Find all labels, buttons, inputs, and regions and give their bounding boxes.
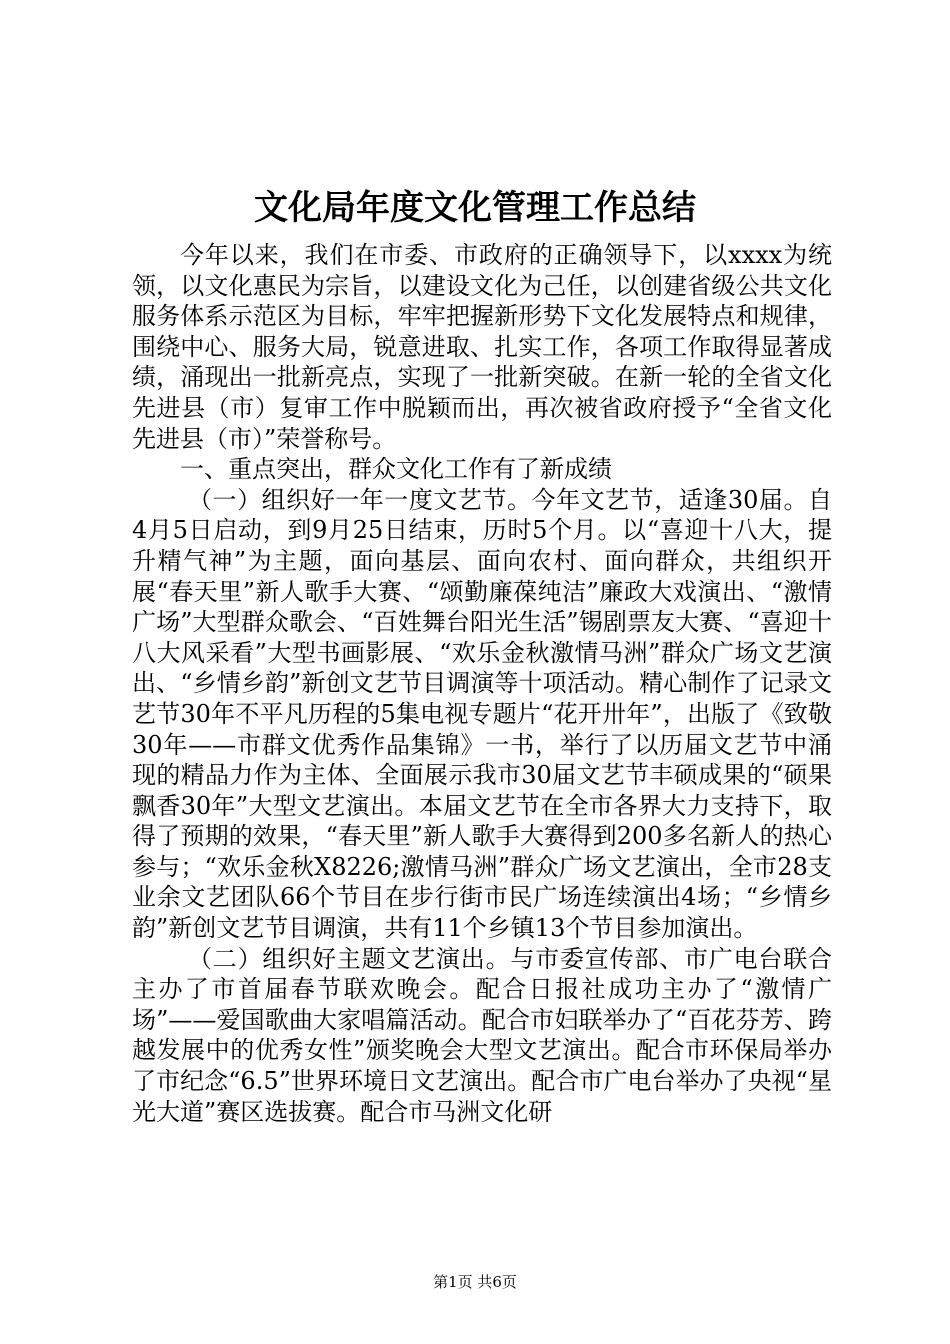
page-footer: 第1页 共6页 — [433, 1273, 517, 1291]
intro-paragraph: 今年以来，我们在市委、市政府的正确领导下，以xxxx为统领，以文化惠民为宗旨，以建设文化为己任，以创建省级公共文化服务体系示范区为目标，牢牢把握新形势下文化发展特点和规律，围绕中心、服务大局，锐意进取、扎实工作，各项工作取得显著成绩，涌现出一批新亮点，实现了一批新突破。在新一轮的全省文化先进县（市）复审工作中脱颖而出，再次被省政府授予“全省文化先进县（市）”荣誉称号。 — [132, 241, 832, 453]
document-body — [132, 240, 832, 1127]
section-heading-1: 一、重点突出，群众文化工作有了新成绩 — [180, 455, 612, 484]
subsection-paragraph-1: （一）组织好一年一度文艺节。今年文艺节，适逢30届。自4月5日启动，到9月25日结束，历时5个月。以“喜迎十八大，提升精气神”为主题，面向基层、面向农村、面向群众，共组织开展“春天里”新人歌手大赛、“颂勤廉葆纯洁”廉政大戏演出、“激情广场”大型群众歌会、“百姓舞台阳光生活”锡剧票友大赛、“喜迎十八大风采看”大型书画影展、“欢乐金秋激情马洲”群众广场文艺演出、“乡情乡韵”新创文艺节目调演等十项活动。精心制作了记录文艺节30年不平凡历程的5集电视专题片“花开卅年”，出版了《致敬30年——市群文优秀作品集锦》一书，举行了以历届文艺节中涌现的精品力作为主体、全面展示我市30届文艺节丰硕成果的“硕果飘香30年”大型文艺演出。本届文艺节在全市各界大力支持下，取得了预期的效果，“春天里”新人歌手大赛得到200多名新人的热心参与；“欢乐金秋X8226;激情马洲”群众广场文艺演出，全市28支业余文艺团队66个节目在步行街市民广场连续演出4场；“乡情乡韵”新创文艺节目调演，共有11个乡镇13个节目参加演出。 — [132, 485, 832, 943]
document-title: 文化局年度文化管理工作总结 — [254, 188, 696, 228]
subsection-paragraph-2: （二）组织好主题文艺演出。与市委宣传部、市广电台联合主办了市首届春节联欢晚会。配合日报社成功主办了“激情广场”——爱国歌曲大家唱篇活动。配合市妇联举办了“百花芬芳、跨越发展中的优秀女性”颁奖晚会大型文艺演出。配合市环保局举办了市纪念“6.5”世界环境日文艺演出。配合市广电台举办了央视“星光大道”赛区选拔赛。配合市马洲文化研 — [132, 944, 832, 1126]
